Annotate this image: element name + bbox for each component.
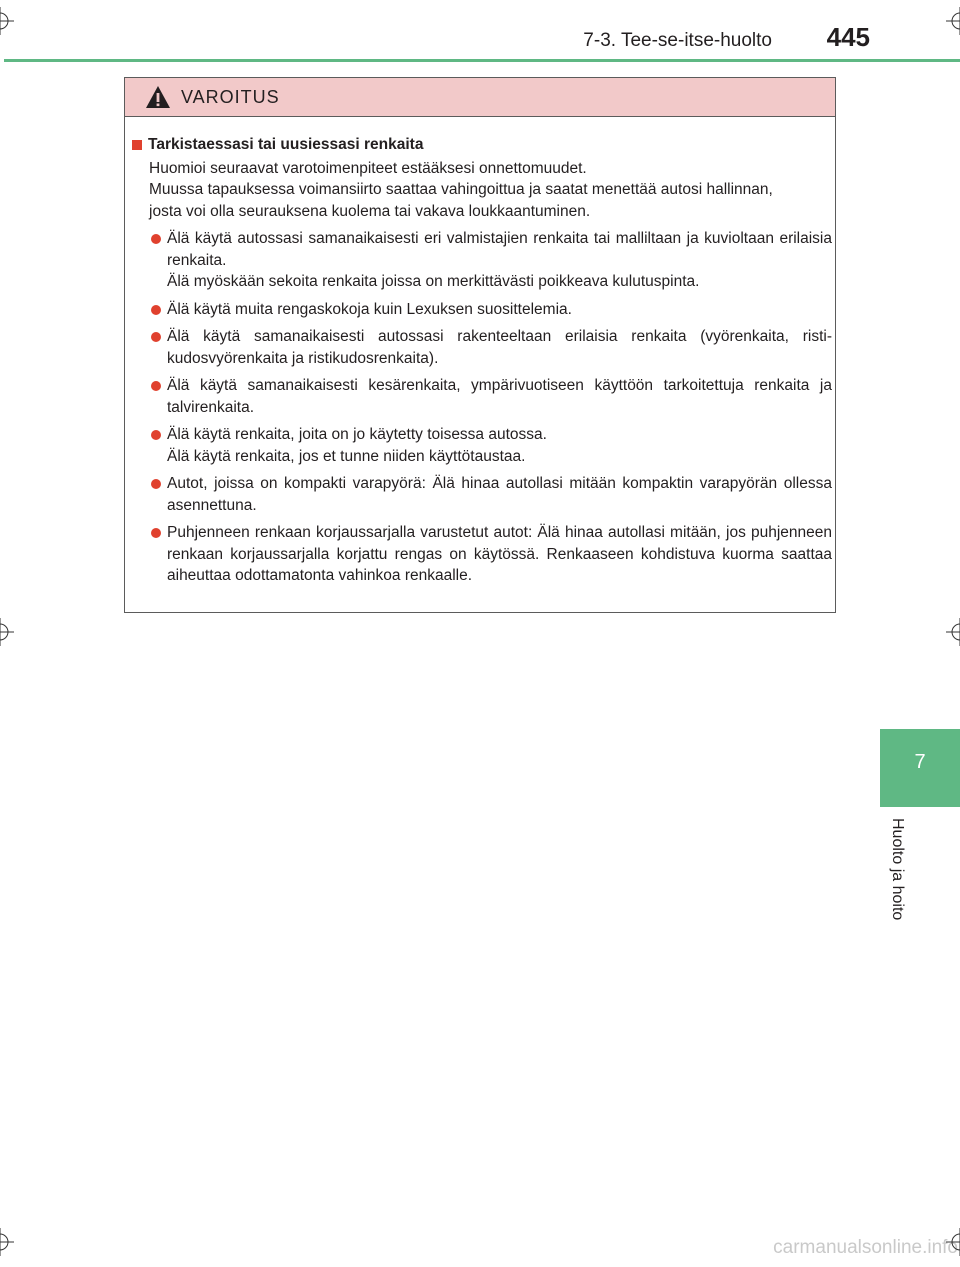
bullet-text: Älä käytä renkaita, joita on jo käytetty toisessa autossa. — [167, 426, 547, 443]
section-heading — [132, 134, 832, 156]
crosshair-icon — [0, 7, 14, 35]
red-dot-icon — [151, 381, 161, 391]
bullet-text: Älä käytä renkaita, jos et tunne niiden käyttötaustaa. — [167, 447, 526, 465]
warning-title: VAROITUS — [181, 87, 280, 107]
red-dot-icon — [151, 479, 161, 489]
intro-paragraph — [132, 158, 832, 223]
warning-header — [125, 78, 835, 117]
crosshair-icon — [946, 7, 960, 35]
warning-triangle-icon — [145, 85, 171, 109]
bullet-text: Älä käytä samanaikaisesti kesärenkaita, ympärivuotiseen käyttöön tarkoitettuja renkaita ja talvirenkaita. — [167, 377, 832, 416]
page-number: 445 — [826, 22, 870, 52]
chapter-number: 7 — [914, 751, 926, 773]
red-dot-icon — [151, 234, 161, 244]
bullet-text: Puhjenneen renkaan korjaussarjalla varustetut autot: Älä hinaa autollasi mitään, jos puhjenneen renkaan korjaussarjalla korjattu rengas on käytössä. Renkaaseen kohdistuva kuorma saattaa aiheuttaa odottamatonta vahinkoa renkaalle. — [167, 524, 832, 584]
red-dot-icon — [151, 305, 161, 315]
warning-bullet-list — [132, 228, 832, 587]
crosshair-icon — [946, 618, 960, 646]
header-divider — [4, 59, 960, 62]
warning-body — [132, 134, 832, 587]
bullet-text: Älä käytä autossasi samanaikaisesti eri valmistajien renkaita tai malliltaan ja kuvioltaan erilaisia renkaita. — [167, 230, 832, 269]
bullet-text: Älä myöskään sekoita renkaita joissa on merkittävästi poikkeava kulutuspinta. — [167, 273, 700, 290]
warning-bullet — [132, 228, 832, 293]
section-heading-text: Tarkistaessasi tai uusiessasi renkaita — [148, 136, 424, 153]
red-dot-icon — [151, 430, 161, 440]
warning-box — [124, 77, 836, 613]
warning-bullet — [132, 326, 832, 369]
warning-bullet — [132, 473, 832, 516]
crosshair-icon — [0, 1228, 14, 1256]
warning-bullet — [132, 424, 832, 467]
intro-line: Muussa tapauksessa voimansiirto saattaa vahingoittua ja saatat menettää autosi hallinnan, — [149, 181, 773, 198]
warning-bullet — [132, 299, 832, 321]
bullet-text: Älä käytä muita rengaskokoja kuin Lexuksen suosittelemia. — [167, 300, 572, 318]
chapter-label: Huolto ja hoito — [889, 818, 906, 921]
red-square-icon — [132, 140, 142, 150]
red-dot-icon — [151, 528, 161, 538]
red-dot-icon — [151, 332, 161, 342]
crosshair-icon — [0, 618, 14, 646]
intro-line: josta voi olla seurauksena kuolema tai vakava loukkaantuminen. — [149, 202, 591, 220]
bullet-text: Autot, joissa on kompakti varapyörä: Älä hinaa autollasi mitään kompaktin varapyörän ollessa asennettuna. — [167, 475, 832, 514]
intro-line: Huomioi seuraavat varotoimenpiteet estääksesi onnettomuudet. — [149, 159, 587, 177]
bullet-text: Älä käytä samanaikaisesti autossasi rakenteeltaan erilaisia renkaita (vyörenkaita, risti-kudosvyörenkaita ja ristikudosrenkaita). — [167, 328, 832, 367]
watermark: carmanualsonline.info — [773, 1237, 958, 1258]
chapter-tab — [880, 729, 960, 807]
crosshair-icon — [946, 1228, 960, 1256]
page-header-title: 7-3. Tee-se-itse-huolto — [583, 30, 772, 51]
warning-bullet — [132, 375, 832, 418]
warning-bullet — [132, 522, 832, 587]
